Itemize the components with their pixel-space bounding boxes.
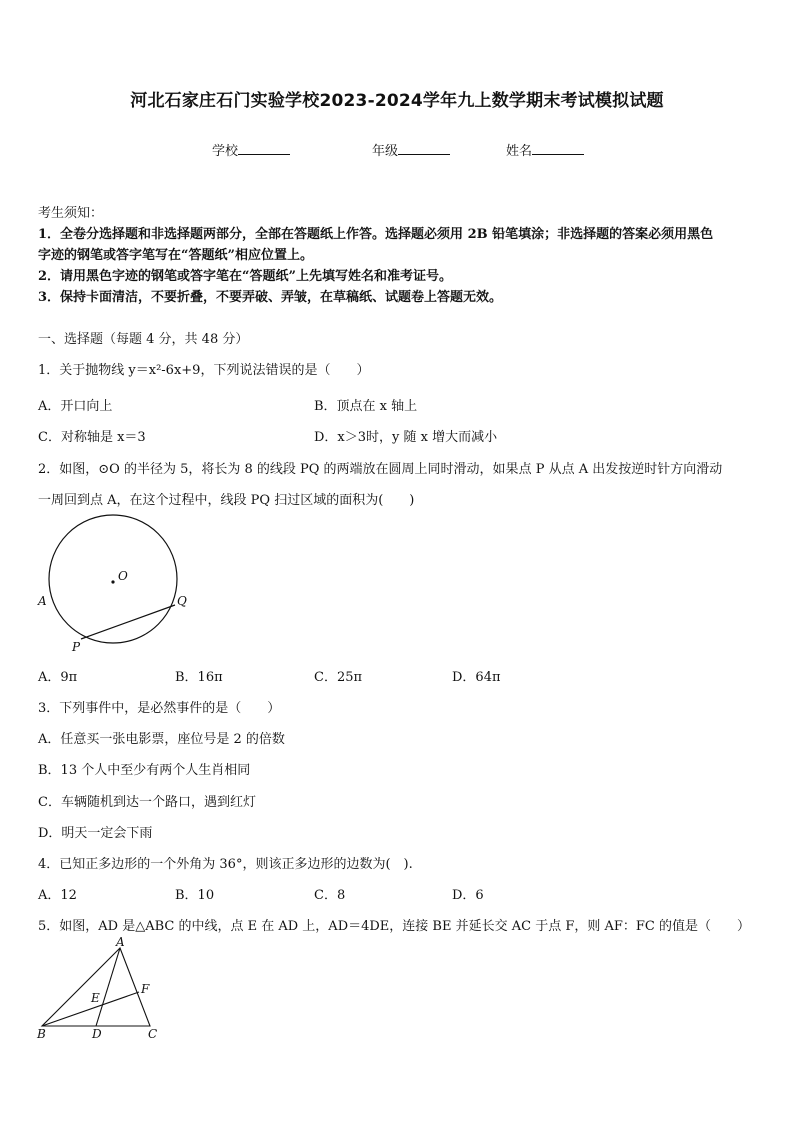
- label-d: D: [92, 1027, 102, 1041]
- q3-option-a: A．任意买一张电影票，座位号是 2 的倍数: [38, 732, 285, 747]
- q1-option-d: D．x＞3时，y 随 x 增大而减小: [314, 430, 498, 445]
- q3-option-c: C．车辆随机到达一个路口，遇到红灯: [38, 795, 256, 810]
- q5-stem: 5．如图，AD 是△ABC 的中线，点 E 在 AD 上，AD＝4DE，连接 BE 并延长交 AC 于点 F，则 AF：FC 的值是（ ）: [38, 919, 750, 934]
- q1-option-c: C．对称轴是 x＝3: [38, 430, 146, 445]
- q4-stem: 4．已知正多边形的一个外角为 36°，则该正多边形的边数为( ).: [38, 857, 413, 872]
- label-e: E: [91, 991, 100, 1005]
- label-b: B: [37, 1027, 46, 1041]
- notice-item-2: 2．请用黑色字迹的钢笔或答字笔在“答题纸”上先填写姓名和准考证号。: [38, 269, 453, 284]
- label-f: F: [141, 982, 150, 996]
- school-label: 学校: [212, 144, 239, 159]
- grade-field: [372, 140, 450, 159]
- q5-triangle-figure: [36, 935, 166, 1042]
- q2-option-c: C．25π: [314, 670, 363, 685]
- name-blank: [532, 141, 584, 155]
- notice-heading: 考生须知：: [38, 206, 104, 221]
- q2-circle-figure: [36, 515, 196, 655]
- q2-option-d: D．64π: [452, 670, 501, 685]
- page-title: 河北石家庄石门实验学校2023-2024学年九上数学期末考试模拟试题: [130, 91, 664, 111]
- q2-stem-line-1: 2．如图，⊙O 的半径为 5，将长为 8 的线段 PQ 的两端放在圆周上同时滑动，如果点 P 从点 A 出发按逆时针方向滑动: [38, 462, 723, 477]
- q4-option-b: B．10: [175, 888, 215, 903]
- circle-o: [49, 515, 177, 643]
- section-heading: 一、选择题（每题 4 分，共 48 分）: [38, 332, 249, 347]
- q4-option-c: C．8: [314, 888, 346, 903]
- school-blank: [238, 141, 290, 155]
- q3-option-b: B．13 个人中至少有两个人生肖相同: [38, 763, 251, 778]
- label-a: A: [38, 594, 47, 608]
- name-field: [506, 140, 584, 159]
- label-o: O: [118, 569, 128, 583]
- triangle-abc: [42, 948, 150, 1026]
- label-c: C: [148, 1027, 158, 1041]
- q2-stem-line-2: 一周回到点 A，在这个过程中，线段 PQ 扫过区域的面积为( ): [38, 493, 415, 508]
- grade-label: 年级: [372, 144, 399, 159]
- q4-option-d: D．6: [452, 888, 484, 903]
- q3-stem: 3．下列事件中，是必然事件的是（ ）: [38, 701, 281, 716]
- q1-option-b: B．顶点在 x 轴上: [314, 399, 418, 414]
- q1-option-a: A．开口向上: [38, 399, 113, 414]
- name-label: 姓名: [506, 144, 533, 159]
- notice-item-3: 3．保持卡面清洁，不要折叠，不要弄破、弄皱，在草稿纸、试题卷上答题无效。: [38, 290, 503, 305]
- center-point: [111, 580, 114, 583]
- q2-option-a: A．9π: [38, 670, 78, 685]
- notice-item-1-line-1: 1．全卷分选择题和非选择题两部分，全部在答题纸上作答。选择题必须用 2B 铅笔填涂；非选择题的答案必须用黑色: [38, 227, 714, 242]
- school-field: [212, 140, 290, 159]
- q4-option-a: A．12: [38, 888, 77, 903]
- q1-stem: 1．关于抛物线 y＝x²-6x+9，下列说法错误的是（ ）: [38, 363, 370, 378]
- q3-option-d: D．明天一定会下雨: [38, 826, 153, 841]
- notice-item-1-line-2: 字迹的钢笔或答字笔写在“答题纸”相应位置上。: [38, 248, 313, 263]
- q2-option-b: B．16π: [175, 670, 223, 685]
- label-p: P: [72, 640, 81, 654]
- label-a: A: [116, 935, 125, 949]
- label-q: Q: [177, 594, 187, 608]
- grade-blank: [398, 141, 450, 155]
